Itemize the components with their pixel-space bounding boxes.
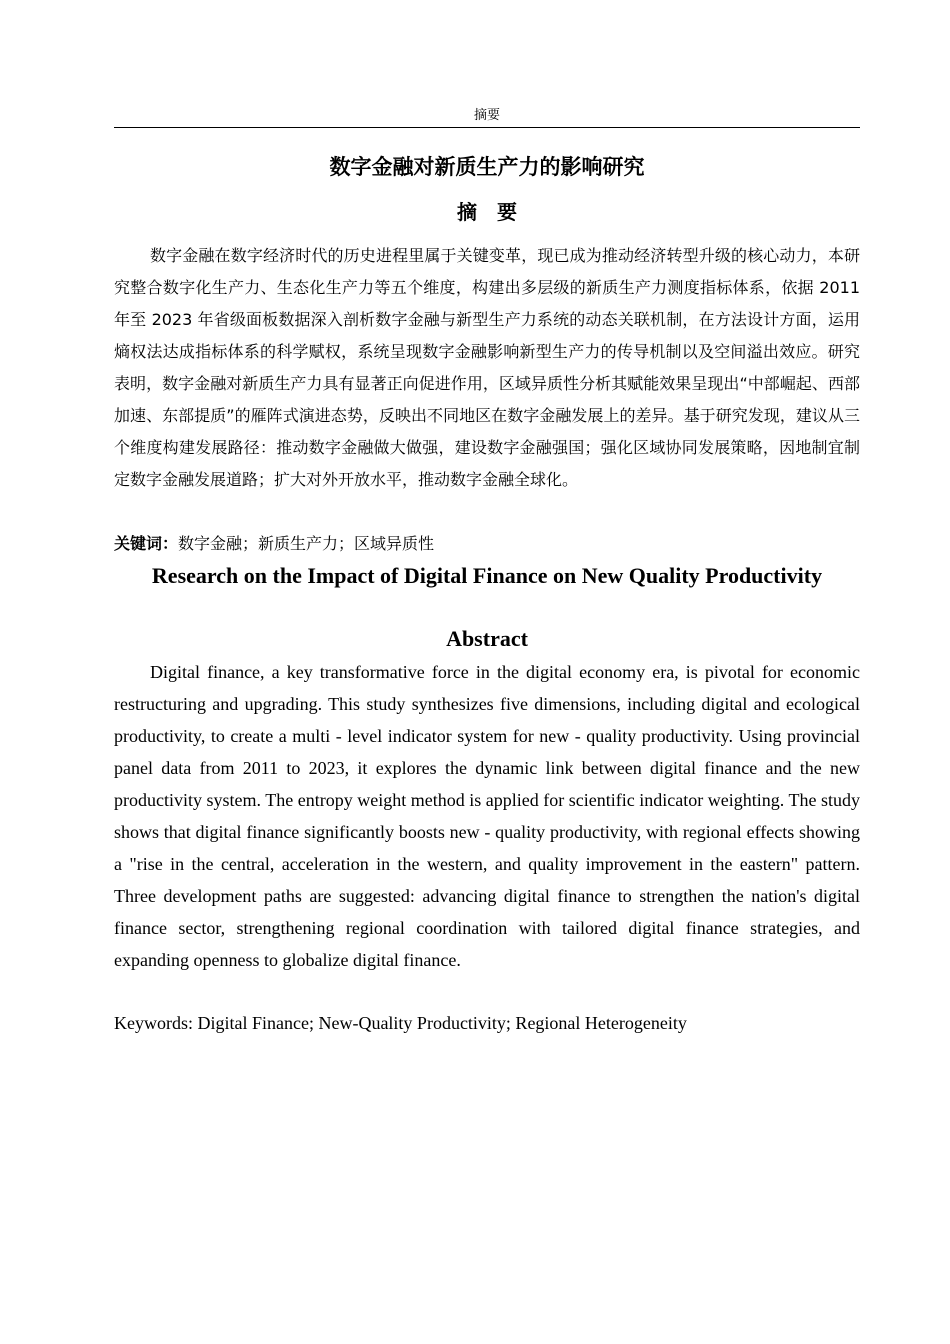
english-keywords: Keywords: Digital Finance; New-Quality Productivity; Regional Heterogeneity bbox=[114, 1013, 687, 1033]
english-abstract-heading: Abstract bbox=[446, 626, 528, 651]
english-abstract-body: Digital finance, a key transformative force in the digital economy era, is pivotal for economic restructuring and upgrading. This study synthesizes five dimensions, including digital and ecological productivity, to create a multi - level indicator system for new - quality productivity. Using provincial panel data from 2011 to 2023, it explores the dynamic link between digital finance and the new productivity system. The entropy weight method is applied for scientific indicator weighting. The study shows that digital finance significantly boosts new - quality productivity, with regional effects showing a "rise in the central, acceleration in the western, and quality improvement in the eastern" pattern. Three development paths are suggested: advancing digital finance to strengthen the nation's digital finance sector, strengthening regional coordination with tailored digital finance strategies, and expanding openness to globalize digital finance. bbox=[114, 662, 860, 970]
chinese-abstract-body: 数字金融在数字经济时代的历史进程里属于关键变革，现已成为推动经济转型升级的核心动力，本研究整合数字化生产力、生态化生产力等五个维度，构建出多层级的新质生产力测度指标体系，依据 2011 年至 2023 年省级面板数据深入剖析数字金融与新型生产力系统的动态关联机制，在方法设计方面，运用熵权法达成指标体系的科学赋权，系统呈现数字金融影响新型生产力的传导机制以及空间溢出效应。研究表明，数字金融对新质生产力具有显著正向促进作用，区域异质性分析其赋能效果呈现出“中部崛起、西部加速、东部提质”的雁阵式演进态势，反映出不同地区在数字金融发展上的差异。基于研究发现，建议从三个维度构建发展路径：推动数字金融做大做强，建设数字金融强国；强化区域协同发展策略，因地制宜制定数字金融发展道路；扩大对外开放水平，推动数字金融全球化。 bbox=[114, 246, 860, 489]
chinese-keywords-value: 数字金融；新质生产力；区域异质性 bbox=[178, 534, 435, 553]
chinese-abstract-heading: 摘要 bbox=[457, 200, 537, 224]
english-title: Research on the Impact of Digital Finance on New Quality Productivity bbox=[151, 563, 823, 588]
chinese-title: 数字金融对新质生产力的影响研究 bbox=[329, 155, 645, 179]
header-rule bbox=[114, 127, 860, 128]
chinese-keywords bbox=[114, 528, 860, 560]
running-header: 摘要 bbox=[473, 108, 500, 123]
chinese-keywords-label: 关键词： bbox=[114, 534, 179, 553]
